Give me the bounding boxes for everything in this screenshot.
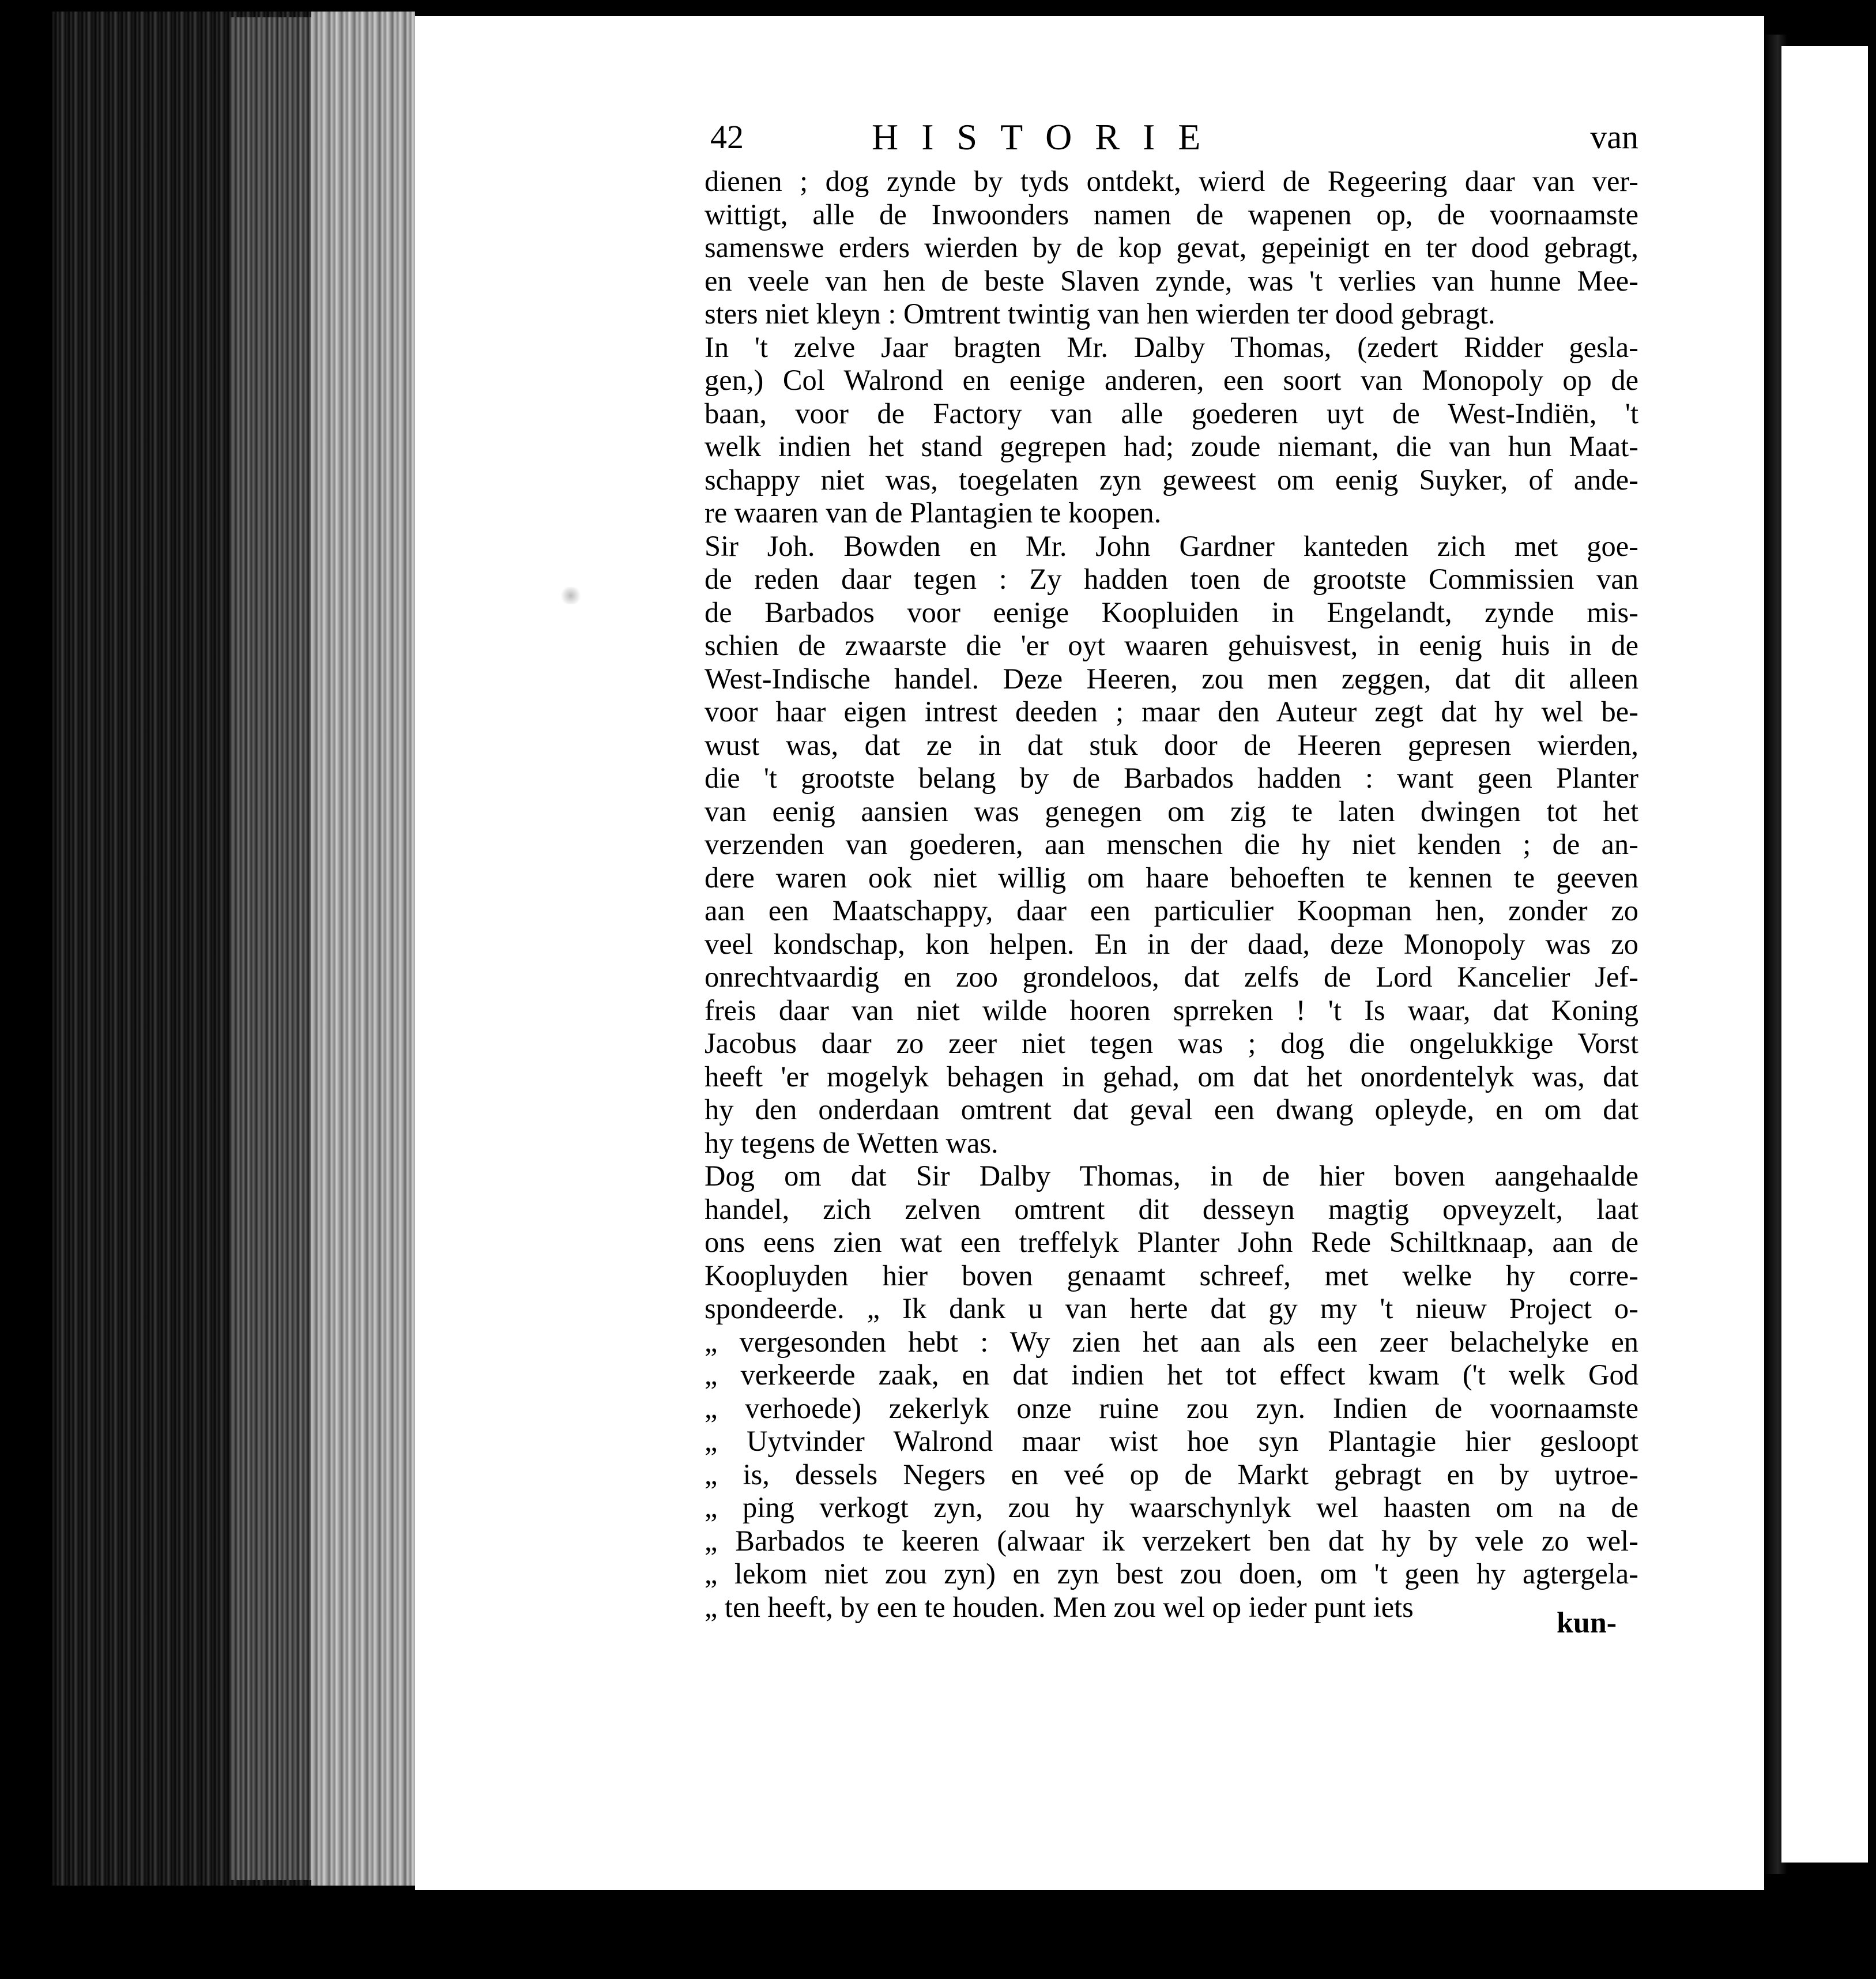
text-line: freis daar van niet wilde hooren sprreken ! 't Is waar, dat Koning [705,994,1638,1026]
catchword: kun- [1557,1606,1617,1639]
text-line: de reden daar tegen : Zy hadden toen de grootste Commissien van [705,563,1638,595]
text-line: veel kondschap, kon helpen. En in der daad, deze Monopoly was zo [705,927,1638,960]
text-line: Dog om dat Sir Dalby Thomas, in de hier boven aangehaalde [705,1160,1638,1192]
text-line: welk indien het stand gegrepen had; zoude niemant, die van hun Maat- [705,430,1638,462]
text-line: „ verhoede) zekerlyk onze ruine zou zyn. Indien de voornaamste [705,1391,1638,1424]
text-line: Koopluyden hier boven genaamt schreef, met welke hy corre- [705,1259,1638,1292]
book-fore-edge-highlight [311,12,415,1886]
text-line: „ ten heeft, by een te houden. Men zou wel op ieder punt iets [705,1590,1414,1623]
text-line: Sir Joh. Bowden en Mr. John Gardner kanteden zich met goe- [705,529,1638,562]
text-line: wust was, dat ze in dat stuk door de Heeren gepresen wierden, [705,728,1638,761]
text-line: hy den onderdaan omtrent dat geval een dwang opleyde, en om dat [705,1093,1638,1126]
text-line: wittigt, alle de Inwoonders namen de wapenen op, de voornaamste [705,198,1638,231]
text-line: de Barbados voor eenige Koopluiden in Engelandt, zynde mis- [705,596,1638,629]
text-line: sters niet kleyn : Omtrent twintig van hen wierden ter dood gebragt. [705,298,1495,330]
text-line: „ verkeerde zaak, en dat indien het tot effect kwam ('t welk God [705,1359,1638,1391]
text-line: dienen ; dog zynde by tyds ontdekt, wierd de Regeering daar van ver- [705,165,1638,197]
text-block [705,110,1638,1624]
text-line: ons eens zien wat een treffelyk Planter John Rede Schiltknaap, aan de [705,1226,1638,1258]
running-head-catchword: van [1590,118,1638,156]
text-line: „ Uytvinder Walrond maar wist hoe syn Plantagie hier gesloopt [705,1425,1638,1457]
text-line: van eenig aansien was genegen om zig te laten dwingen tot het [705,795,1638,827]
running-title: HISTORIE [872,116,1224,157]
text-line: die 't grootste belang by de Barbados hadden : want geen Planter [705,762,1638,794]
adjacent-page-strip [1781,46,1868,1863]
text-line: samenswe erders wierden by de kop gevat, gepeinigt en ter dood gebragt, [705,231,1638,264]
text-line: dere waren ook niet willig om haare behoeften te kennen te geeven [705,861,1638,894]
text-line: en veele van hen de beste Slaven zynde, was 't verlies van hunne Mee- [705,264,1638,297]
text-line: gen,) Col Walrond en eenige anderen, een soort van Monopoly op de [705,364,1638,396]
text-line: „ is, dessels Negers en veé op de Markt gebragt en by uytroe- [705,1458,1638,1491]
text-line: „ Barbados te keeren (alwaar ik verzekert ben dat hy by vele zo wel- [705,1524,1638,1557]
text-line: voor haar eigen intrest deeden ; maar den Auteur zegt dat hy wel be- [705,695,1638,728]
text-line: Jacobus daar zo zeer niet tegen was ; dog die ongelukkige Vorst [705,1027,1638,1059]
page-number: 42 [710,118,744,156]
text-line: verzenden van goederen, aan menschen die hy niet kenden ; de an- [705,828,1638,860]
ink-smudge [559,587,582,604]
text-line: spondeerde. „ Ik dank u van herte dat gy my 't nieuw Project o- [705,1292,1638,1325]
text-line: „ ping verkogt zyn, zou hy waarschynlyk wel haasten om na de [705,1491,1638,1523]
text-line: heeft 'er mogelyk behagen in gehad, om dat het onordentelyk was, dat [705,1060,1638,1093]
text-line: „ lekom niet zou zyn) en zyn best zou doen, om 't geen hy agtergela- [705,1557,1638,1590]
text-line: schappy niet was, toegelaten zyn geweest om eenig Suyker, of ande- [705,463,1638,496]
text-line: „ vergesonden hebt : Wy zien het aan als een zeer belachelyke en [705,1325,1638,1358]
text-line: schien de zwaarste die 'er oyt waaren gehuisvest, in eenig huis in de [705,629,1638,661]
text-line: re waaren van de Plantagien te koopen. [705,496,1162,529]
text-line: In 't zelve Jaar bragten Mr. Dalby Thomas, (zedert Ridder gesla- [705,330,1638,363]
book-fore-edge-shading [231,17,311,1880]
body-text [705,165,1638,1624]
text-line: hy tegens de Wetten was. [705,1126,999,1159]
running-head [705,110,1638,165]
text-line: onrechtvaardig en zoo grondeloos, dat zelfs de Lord Kancelier Jef- [705,961,1638,993]
text-line: West-Indische handel. Deze Heeren, zou men zeggen, dat dit alleen [705,662,1638,695]
text-line: handel, zich zelven omtrent dit desseyn magtig opveyzelt, laat [705,1192,1638,1225]
text-line: aan een Maatschappy, daar een particulier Koopman hen, zonder zo [705,894,1638,927]
text-line: baan, voor de Factory van alle goederen uyt de West-Indiën, 't [705,397,1638,430]
